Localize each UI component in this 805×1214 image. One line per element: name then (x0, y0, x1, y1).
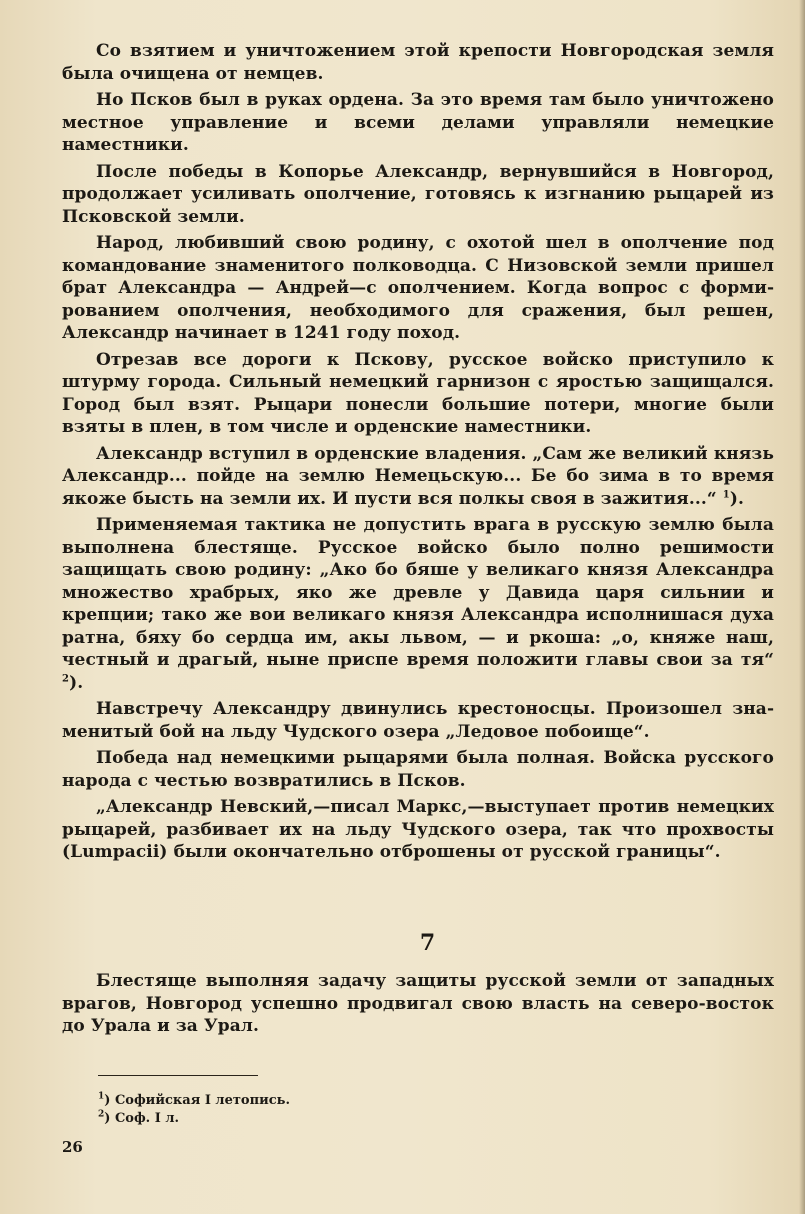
footnote-2 (98, 1110, 498, 1128)
footnotes (98, 1092, 498, 1128)
footnote-divider (98, 1075, 258, 1076)
paragraph: Победа над немецкими рыцарями была полная. Войска русского народа с честью возвратились в Псков. (62, 748, 774, 791)
footnote-mark: 2 (98, 1109, 105, 1120)
section-body (62, 970, 774, 1042)
page-edge-shadow (799, 0, 805, 1214)
paragraph: „Александр Невский,—писал Маркс,—выступает против немецких рыцарей, разбивает их на льду Чудского озера, так что прохвосты (Lumpacii) были окончательно отброшены от русской границы“. (62, 797, 774, 862)
footnote-ref-1: 1 (722, 488, 730, 500)
footnote-text: ) Софийская I летопись. (104, 1093, 291, 1108)
paragraph-with-footnote-2 (62, 514, 774, 694)
footnote-ref-1-tail: ). (729, 488, 745, 509)
paragraph-with-footnote-1 (62, 443, 774, 511)
paragraph: Со взятием и уничтожением этой крепости Новгородская земля была очищена от немцев. (62, 41, 774, 84)
paragraph: Блестяще выполняя задачу защиты русской земли от западных врагов, Новгород успешно продвигал свою власть на северо-восток до Урала и за Урал. (62, 971, 774, 1036)
paragraph: Отрезав все дороги к Пскову, русское войско приступило к штурму города. Сильный немецкий гарнизон с яростью защищался. Город был взят. Рыцари понесли большие потери, многие были взяты в плен, в том числе и орденские наместники. (62, 349, 774, 437)
paragraph-text: Александр вступил в орденские владения. „Сам же великий князь Александр... пойде на землю Немецьскую... Бе бо зима в то время якоже бысть на земли их. И пусти вся полкы своя в зажития...“ (62, 443, 774, 509)
main-text (62, 40, 774, 868)
paragraph: После победы в Копорье Александр, вернувшийся в Новгород, продолжает усиливать ополчение, готовясь к изгнанию рыцарей из Псковской земли. (62, 161, 774, 227)
footnote-1 (98, 1092, 498, 1110)
footnote-ref-2-tail: ). (69, 672, 84, 693)
paragraph: Но Псков был в руках ордена. За это время там было уничтожено местное управление и всеми делами управляли немецкие наместники. (62, 90, 774, 155)
footnote-text: ) Соф. I л. (104, 1111, 180, 1126)
paragraph: Народ, любивший свою родину, с охотой шел в ополчение под командование знаменитого полководца. С Низовской земли пришел брат Александра — Андрей—с ополчением. Когда вопрос с формированием ополчения, необходимого для сражения, был решен, Александр начинает в 1241 году поход. (62, 233, 774, 343)
page-number: 26 (62, 1138, 83, 1156)
footnote-ref-2: 2 (62, 672, 70, 684)
footnote-mark: 1 (98, 1091, 105, 1102)
paragraph-text: Применяемая тактика не допустить врага в русскую землю была выполнена блестяще. Русское войско было полно решимости защищать свою родину: „Ако бо бяше у великаго князя Александра множество храбрых, яко же древле у Давида царя сильнии и крепции; тако же вои великаго князя Александра исполнишася духа ратна, бяху бо сердца им, акы львом, — и ркоша: „о, княже наш, честный и драгый, ныне приспе время положити главы свои за тя“ (62, 515, 774, 670)
section-number: 7 (419, 930, 436, 956)
paragraph: Навстречу Александру двинулись крестоносцы. Произошел знаменитый бой на льду Чудского озера „Ледовое побоище“. (62, 699, 774, 742)
